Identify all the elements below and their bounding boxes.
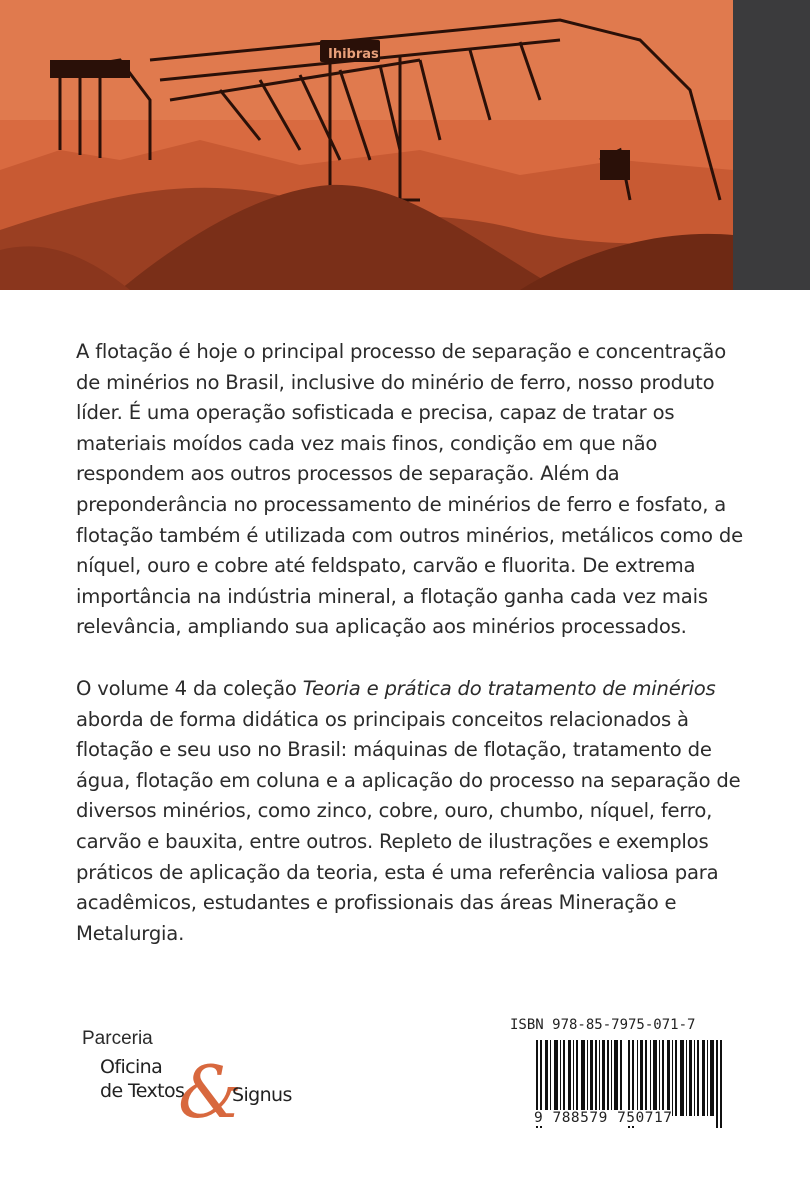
back-cover-text	[76, 337, 756, 949]
signus-logo-text: Signus	[232, 1084, 292, 1106]
publisher-logo-line1: Oficina	[100, 1056, 163, 1078]
description-paragraph: A flotação é hoje o principal processo de separação e concentração de minérios no Brasil, inclusive do minério de ferro, nosso produto líder. É uma operação sofisticada e precisa, capaz de tratar os materiais moídos cada vez mais finos, condição em que não respondem aos outros processos de separação. Além da preponderância no processamento de minérios de ferro e fosfato, a flotação também é utilizada com outros minérios, metálicos como de níquel, ouro e cobre até feldspato, carvão e fluorita. De extrema importância na indústria mineral, a flotação ganha cada vez mais relevância, ampliando sua aplicação aos minérios processados.	[76, 340, 743, 639]
cover-photo	[0, 0, 810, 290]
publisher-ampersand-logo: &	[178, 1050, 243, 1134]
isbn-barcode	[506, 1017, 741, 1147]
collection-paragraph	[76, 674, 756, 949]
publisher-logo-line2: de Textos	[100, 1080, 185, 1102]
collection-description: aborda de forma didática os principais conceitos relacionados à flotação e seu uso no Brasil: máquinas de flotação, tratamento de água, flotação em coluna e a aplicação do processo na separação de diversos minérios, como zinco, cobre, ouro, chumbo, níquel, ferro, carvão e bauxita, entre outros. Repleto de ilustrações e exemplos práticos de aplicação da teoria, esta é uma referência valiosa para acadêmicos, estudantes e profissionais das áreas Mineração e Metalurgia.	[76, 707, 741, 945]
isbn-label: ISBN 978-85-7975-071-7	[510, 1017, 696, 1033]
ore-stacker-illustration	[0, 0, 810, 290]
stacker-sign-text: Ihibras	[328, 47, 379, 62]
barcode-digits: 9 788579 750717	[534, 1110, 673, 1126]
partnership-label: Parceria	[82, 1028, 153, 1049]
dark-side-band	[733, 0, 810, 290]
collection-title: Teoria e prática do tratamento de minérios	[302, 676, 716, 700]
collection-intro: O volume 4 da coleção	[76, 676, 303, 700]
partnership-block	[82, 1028, 322, 1138]
